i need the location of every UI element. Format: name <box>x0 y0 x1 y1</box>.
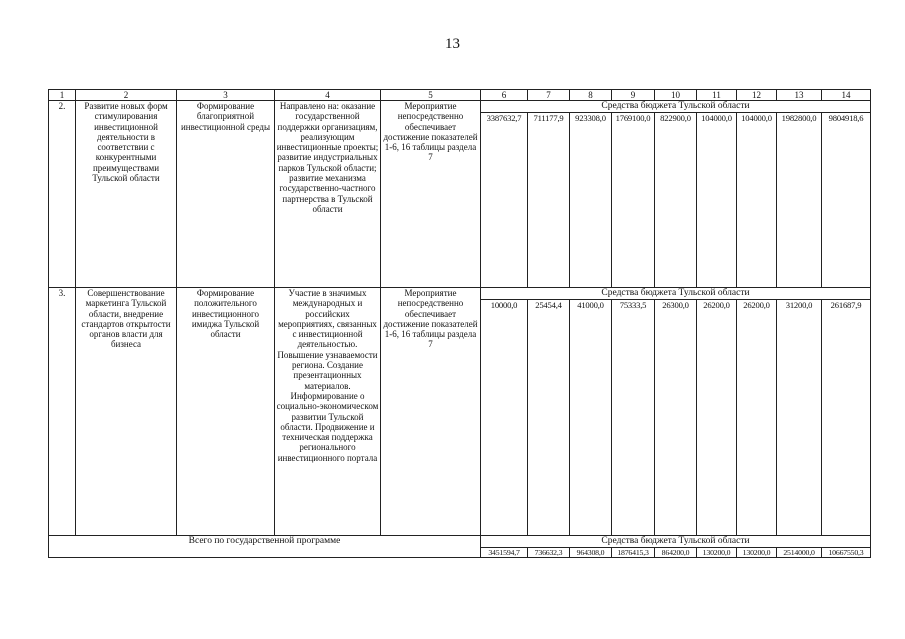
measure-name: Совершенствование маркетинга Тульской области, внедрение стандартов открытости органов власти для бизнеса <box>76 288 177 536</box>
value-cell: 923308,0 <box>570 113 612 288</box>
total-value-cell: 864200,0 <box>655 548 697 558</box>
column-numbers-row <box>49 90 871 101</box>
total-funding-source: Средства бюджета Тульской области <box>481 536 871 548</box>
value-cell: 711177,9 <box>528 113 570 288</box>
column-number: 14 <box>822 90 871 101</box>
column-number: 6 <box>481 90 528 101</box>
value-cell: 26200,0 <box>697 300 737 536</box>
table-row <box>49 288 871 300</box>
value-cell: 25454,4 <box>528 300 570 536</box>
value-cell: 1769100,0 <box>612 113 655 288</box>
total-label: Всего по государственной программе <box>49 536 481 558</box>
column-number: 13 <box>777 90 822 101</box>
column-number: 8 <box>570 90 612 101</box>
measure-effect: Мероприятие непосредственно обеспечивает достижение показателей 1-6, 16 таблицы раздела 7 <box>381 101 481 288</box>
total-value-cell: 10667550,3 <box>822 548 871 558</box>
total-value-cell: 964308,0 <box>570 548 612 558</box>
value-cell: 104000,0 <box>737 113 777 288</box>
column-number: 11 <box>697 90 737 101</box>
total-value-cell: 130200,0 <box>737 548 777 558</box>
value-cell: 104000,0 <box>697 113 737 288</box>
value-cell: 261687,9 <box>822 300 871 536</box>
total-value-cell: 2514000,0 <box>777 548 822 558</box>
column-number: 12 <box>737 90 777 101</box>
column-number: 1 <box>49 90 76 101</box>
measure-goal: Формирование положительного инвестиционного имиджа Тульской области <box>177 288 275 536</box>
value-cell: 10000,0 <box>481 300 528 536</box>
row-number: 3. <box>49 288 76 536</box>
total-value-cell: 1876415,3 <box>612 548 655 558</box>
total-value-cell: 3451594,7 <box>481 548 528 558</box>
page-number: 13 <box>445 36 460 52</box>
table-row <box>49 101 871 113</box>
value-cell: 9804918,6 <box>822 113 871 288</box>
value-cell: 26200,0 <box>737 300 777 536</box>
column-number: 10 <box>655 90 697 101</box>
column-number: 3 <box>177 90 275 101</box>
row-number: 2. <box>49 101 76 288</box>
value-cell: 1982800,0 <box>777 113 822 288</box>
value-cell: 75333,5 <box>612 300 655 536</box>
measure-description: Направлено на: оказание государственной поддержки организациям, реализующим инвестиционные проекты; развитие индустриальных парков Тульской области; развитие механизма государственно-частного партнерства в Тульской области <box>275 101 381 288</box>
funding-source: Средства бюджета Тульской области <box>481 101 871 113</box>
column-number: 9 <box>612 90 655 101</box>
column-number: 5 <box>381 90 481 101</box>
value-cell: 41000,0 <box>570 300 612 536</box>
total-row <box>49 536 871 548</box>
program-table <box>48 89 871 558</box>
value-cell: 31200,0 <box>777 300 822 536</box>
measure-effect: Мероприятие непосредственно обеспечивает достижение показателей 1-6, 16 таблицы раздела 7 <box>381 288 481 536</box>
column-number: 2 <box>76 90 177 101</box>
total-value-cell: 130200,0 <box>697 548 737 558</box>
value-cell: 3387632,7 <box>481 113 528 288</box>
measure-description: Участие в значимых международных и российских мероприятиях, связанных с инвестиционной деятельностью. Повышение узнаваемости региона. Создание презентационных материалов. Информирование о социально-экономическом развитии Тульской области. Продвижение и техническая поддержка регионального инвестиционного портала <box>275 288 381 536</box>
measure-name: Развитие новых форм стимулирования инвестиционной деятельности в соответствии с конкурентными преимуществами Тульской области <box>76 101 177 288</box>
column-number: 4 <box>275 90 381 101</box>
value-cell: 26300,0 <box>655 300 697 536</box>
funding-source: Средства бюджета Тульской области <box>481 288 871 300</box>
measure-goal: Формирование благоприятной инвестиционной среды <box>177 101 275 288</box>
column-number: 7 <box>528 90 570 101</box>
value-cell: 822900,0 <box>655 113 697 288</box>
total-value-cell: 736632,3 <box>528 548 570 558</box>
